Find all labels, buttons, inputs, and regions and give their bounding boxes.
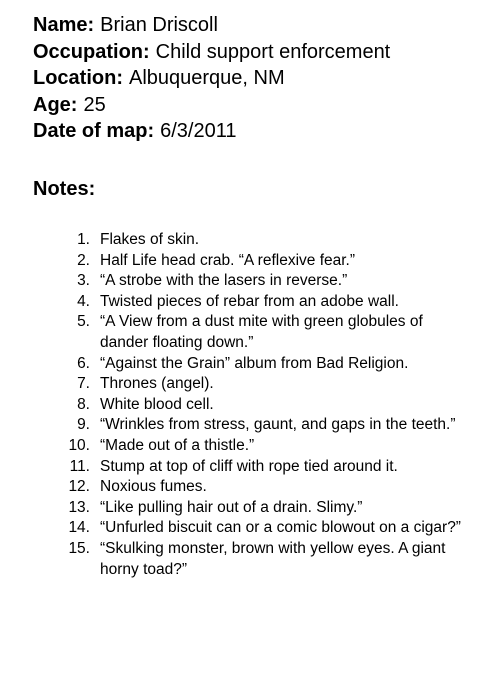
note-number: 3. [77, 272, 90, 290]
note-text: “Like pulling hair out of a drain. Slimy.” [100, 498, 363, 516]
note-item-3 [0, 271, 493, 292]
note-number: 6. [77, 354, 90, 372]
name-row [33, 12, 390, 39]
profile-header [33, 12, 390, 145]
note-text: Noxious fumes. [100, 478, 207, 496]
occupation-value: Child support enforcement [155, 40, 391, 63]
note-item-5 [0, 312, 493, 353]
note-item-11 [0, 457, 493, 478]
note-number: 11. [69, 457, 90, 475]
note-item-10 [0, 436, 493, 457]
note-text: White blood cell. [100, 395, 214, 413]
note-item-9 [0, 415, 493, 436]
note-item-15 [0, 539, 493, 580]
note-item-14 [0, 518, 493, 539]
location-value: Albuquerque, NM [129, 67, 285, 89]
location-row [33, 65, 390, 92]
note-text: “Made out of a thistle.” [100, 436, 255, 454]
note-text: “Against the Grain” album from Bad Religion. [100, 354, 409, 372]
note-text: “A strobe with the lasers in reverse.” [100, 272, 348, 290]
note-number: 14. [68, 519, 90, 537]
date-row [33, 118, 390, 145]
note-text: “Wrinkles from stress, gaunt, and gaps in the teeth.” [100, 416, 456, 434]
note-item-4 [0, 292, 493, 313]
note-text: “Unfurled biscuit can or a comic blowout on a cigar?” [100, 519, 461, 537]
occupation-row [33, 39, 390, 66]
note-item-2 [0, 251, 493, 272]
note-number: 2. [77, 251, 90, 269]
age-row [33, 92, 390, 119]
note-text: “Skulking monster, brown with yellow eyes. A giant horny toad?” [100, 539, 446, 578]
note-text: “A View from a dust mite with green globules of dander floating down.” [100, 313, 423, 351]
date-label: Date of map: [33, 120, 155, 142]
age-label: Age: [33, 93, 78, 116]
note-number: 9. [77, 416, 90, 434]
note-item-7 [0, 374, 493, 395]
note-number: 10. [68, 436, 90, 454]
note-number: 1. [77, 231, 90, 248]
note-item-8 [0, 395, 493, 416]
note-number: 8. [77, 395, 90, 413]
note-item-6 [0, 354, 493, 375]
note-item-1 [0, 230, 493, 251]
note-text: Half Life head crab. “A reflexive fear.” [100, 251, 356, 269]
note-number: 12. [68, 478, 90, 496]
notes-heading: Notes: [33, 178, 96, 200]
note-text: Twisted pieces of rebar from an adobe wall. [100, 292, 399, 310]
notes-list [0, 230, 493, 580]
occupation-label: Occupation: [33, 40, 150, 63]
note-text: Thrones (angel). [100, 375, 214, 393]
note-item-12 [0, 477, 493, 498]
note-number: 13. [68, 498, 90, 516]
note-item-13 [0, 498, 493, 519]
note-number: 7. [77, 375, 90, 393]
note-number: 4. [77, 292, 90, 310]
name-value: Brian Driscoll [100, 14, 218, 36]
age-value: 25 [83, 93, 106, 116]
name-label: Name: [33, 14, 95, 36]
note-text: Stump at top of cliff with rope tied around it. [100, 457, 398, 475]
note-number: 15. [68, 539, 90, 557]
note-text: Flakes of skin. [100, 231, 200, 248]
date-value: 6/3/2011 [160, 120, 237, 142]
note-number: 5. [77, 313, 90, 331]
location-label: Location: [33, 67, 123, 89]
